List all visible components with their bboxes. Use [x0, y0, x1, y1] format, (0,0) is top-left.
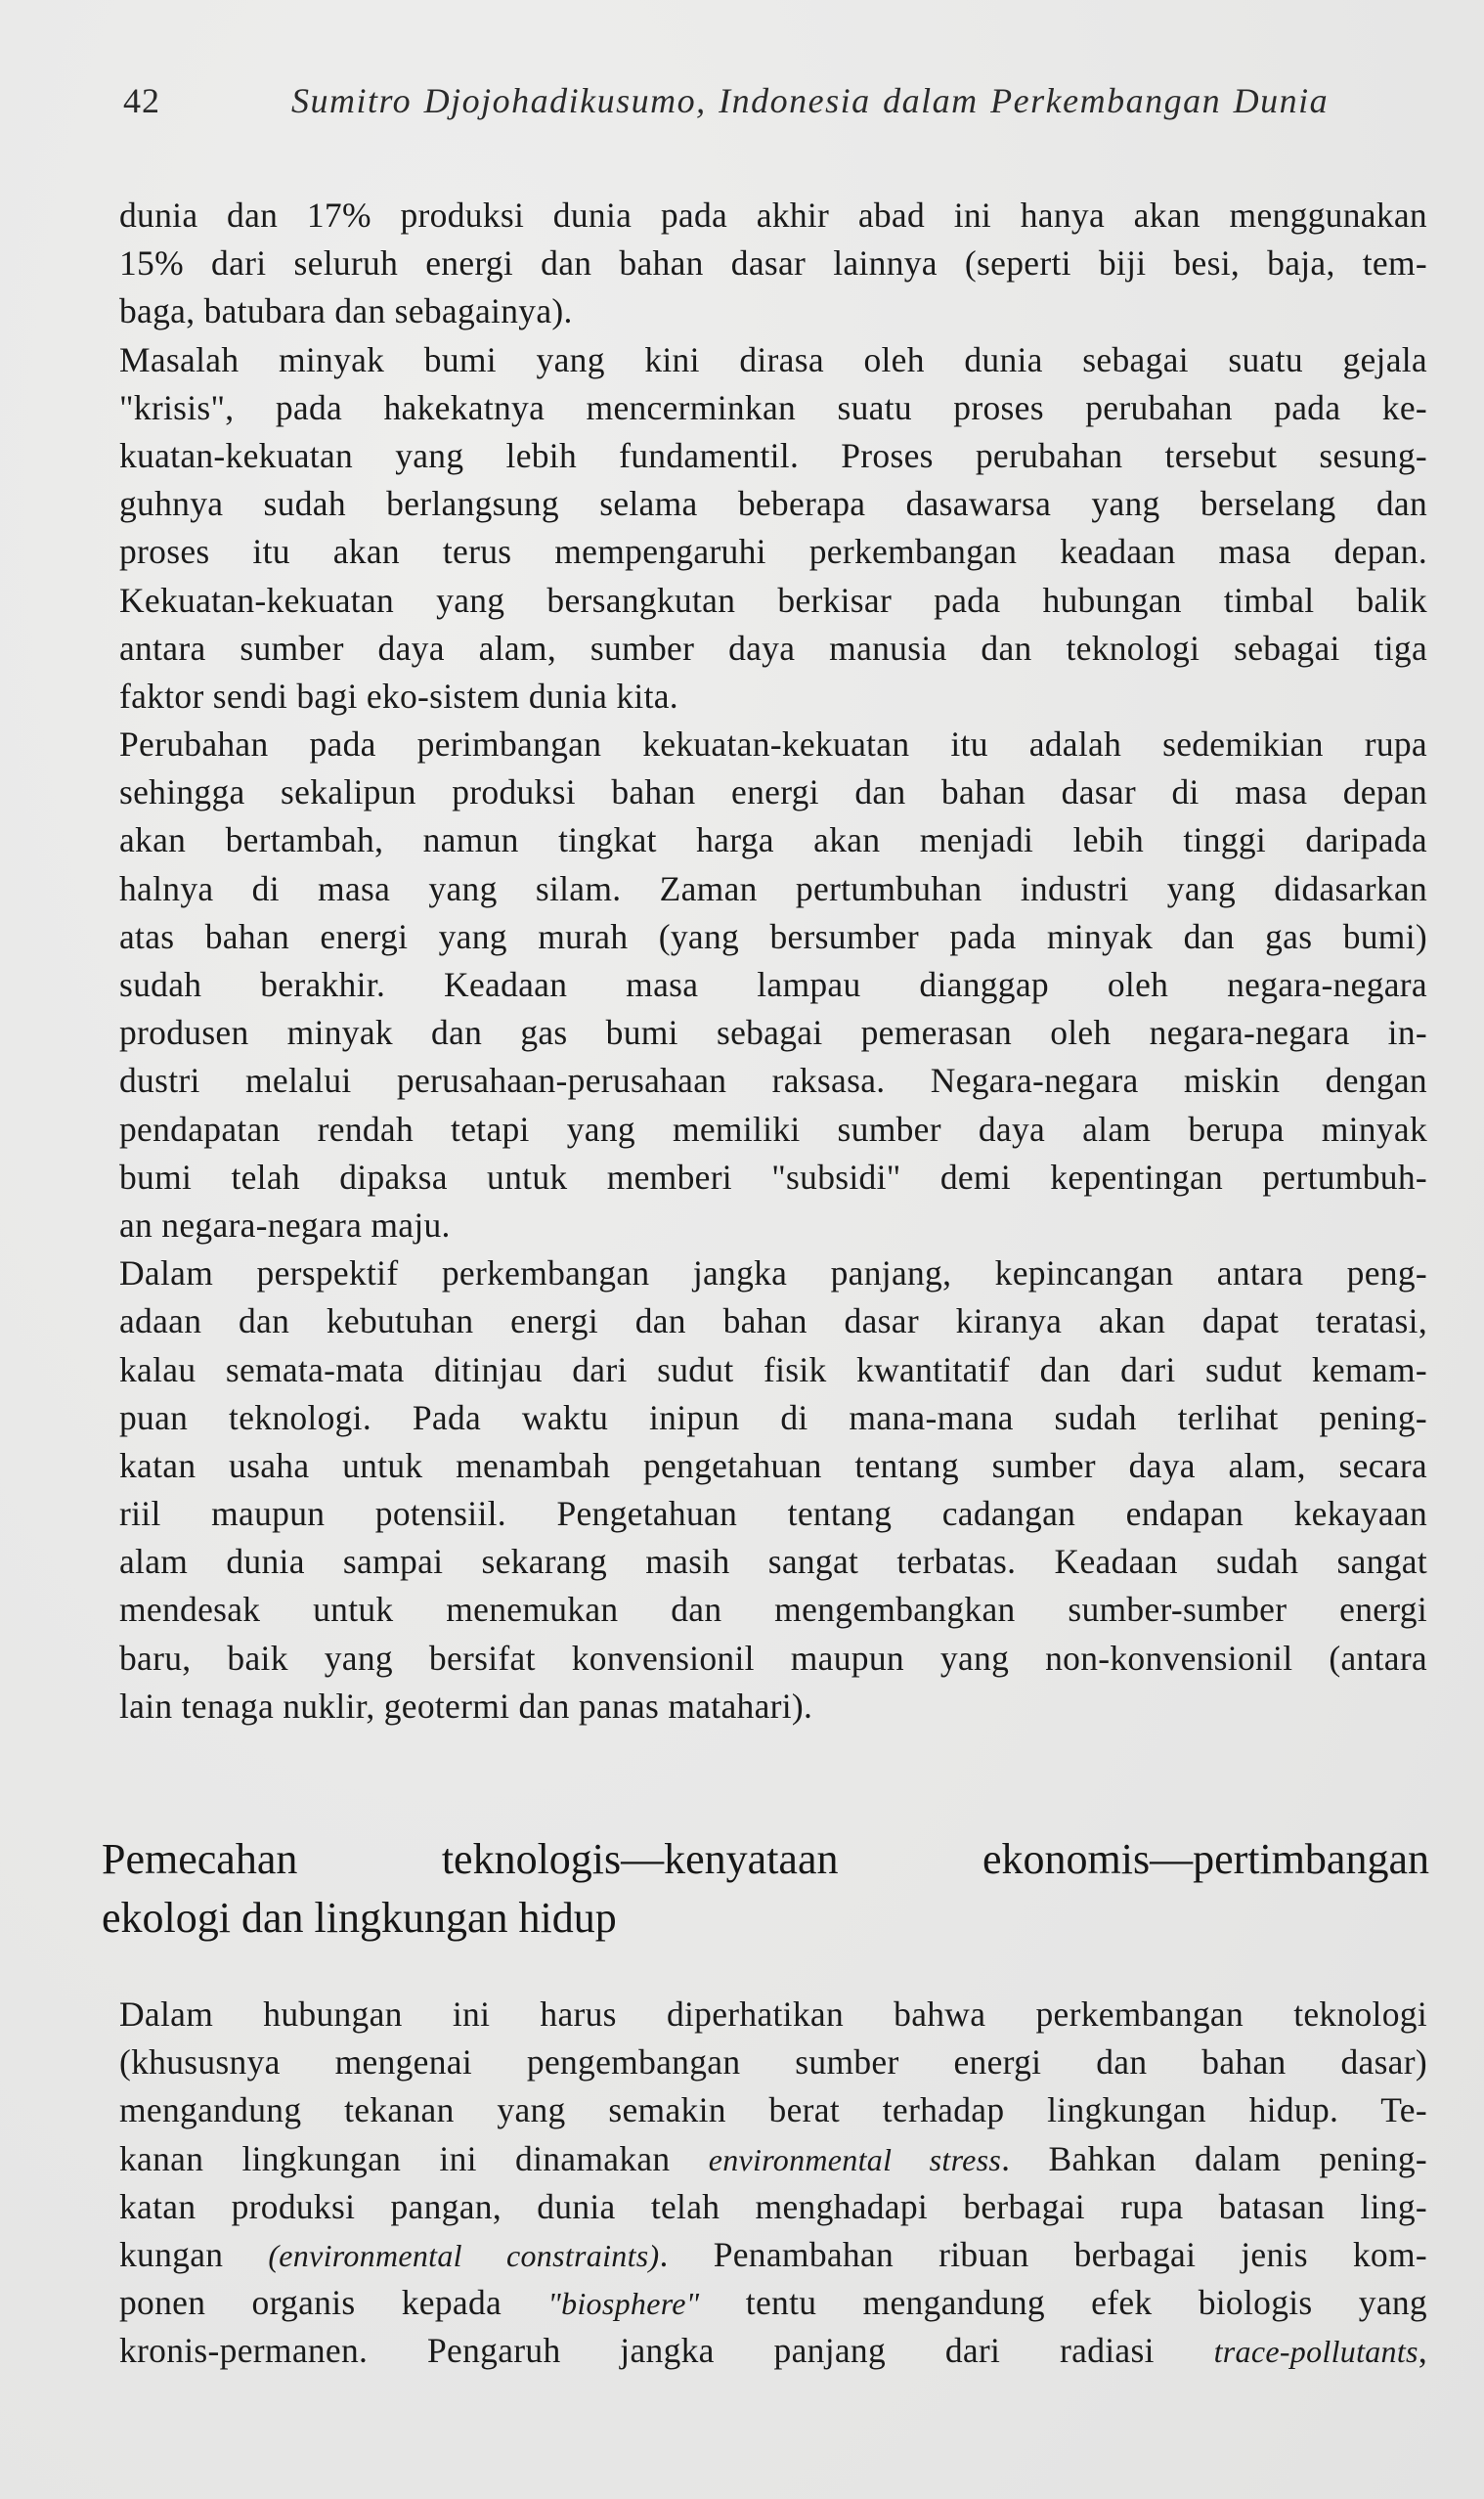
section-heading-line-2: ekologi dan lingkungan hidup: [102, 1894, 617, 1942]
text-line: 15% dari seluruh energi dan bahan dasar lainnya (seperti biji besi, baja, tem-: [119, 243, 1427, 284]
text-line: Dalam hubungan ini harus diperhatikan bahwa perkembangan teknologi: [119, 1995, 1427, 2034]
text-line: Kekuatan-kekuatan yang bersangkutan berkisar pada hubungan timbal balik: [119, 580, 1427, 620]
text-run: ponen organis kepada: [119, 2283, 502, 2323]
text-line: katan usaha untuk menambah pengetahuan tentang sumber daya alam, secara: [119, 1445, 1427, 1485]
text-line: [119, 2231, 1427, 2279]
text-line: riil maupun potensiil. Pengetahuan tentang cadangan endapan kekayaan: [119, 1494, 1427, 1534]
text-line: baga, batubara dan sebagainya).: [119, 291, 573, 331]
text-line: pendapatan rendah tetapi yang memiliki sumber daya alam berupa minyak: [119, 1109, 1427, 1149]
text-line: Masalah minyak bumi yang kini dirasa oleh dunia sebagai suatu gejala: [119, 339, 1427, 379]
section-heading: [102, 1830, 1429, 1948]
running-title: Sumitro Djojohadikusumo, Indonesia dalam Perkembangan Dunia: [291, 81, 1330, 120]
text-line: (khususnya mengenai pengembangan sumber energi dan bahan dasar): [119, 2042, 1427, 2082]
text-line: dunia dan 17% produksi dunia pada akhir abad ini hanya akan menggunakan: [119, 196, 1427, 235]
body-text-section-2: [119, 1991, 1427, 2376]
text-line: kuatan-kekuatan yang lebih fundamentil. Proses perubahan tersebut sesung-: [119, 435, 1427, 475]
text-line: [119, 2327, 1427, 2375]
text-run: ,: [1418, 2331, 1427, 2371]
text-line: mendesak untuk menemukan dan mengembangkan sumber-sumber energi: [119, 1590, 1427, 1630]
text-line: halnya di masa yang silam. Zaman pertumbuhan industri yang didasarkan: [119, 868, 1427, 908]
italic-term: environmental stress: [708, 2141, 1002, 2177]
paragraph-group: [119, 192, 1427, 1731]
text-run: . Penambahan ribuan berbagai jenis kom-: [659, 2234, 1427, 2274]
text-line: katan produksi pangan, dunia telah menghadapi berbagai rupa batasan ling-: [119, 2186, 1427, 2226]
text-line: bumi telah dipaksa untuk memberi "subsidi" demi kepentingan pertumbuh-: [119, 1157, 1427, 1197]
text-line: puan teknologi. Pada waktu inipun di mana-mana sudah terlihat pening-: [119, 1397, 1427, 1437]
text-line: proses itu akan terus mempengaruhi perkembangan keadaan masa depan.: [119, 532, 1427, 572]
text-line: guhnya sudah berlangsung selama beberapa dasawarsa yang berselang dan: [119, 484, 1427, 524]
text-line: mengandung tekanan yang semakin berat terhadap lingkungan hidup. Te-: [119, 2090, 1427, 2130]
section-heading-line-1: Pemecahan teknologis—kenyataan ekonomis—pertimbangan: [102, 1835, 1429, 1883]
text-run: . Bahkan dalam pening-: [1001, 2138, 1427, 2178]
text-line: lain tenaga nuklir, geotermi dan panas matahari).: [119, 1686, 813, 1726]
text-line: "krisis", pada hakekatnya mencerminkan suatu proses perubahan pada ke-: [119, 387, 1427, 427]
italic-term: (environmental constraints): [268, 2237, 660, 2273]
text-line: atas bahan energi yang murah (yang bersumber pada minyak dan gas bumi): [119, 916, 1427, 956]
text-line: baru, baik yang bersifat konvensionil maupun yang non-konvensionil (antara: [119, 1638, 1427, 1678]
text-line: [119, 2135, 1427, 2183]
italic-term: trace-pollutants: [1213, 2334, 1419, 2370]
text-line: alam dunia sampai sekarang masih sangat terbatas. Keadaan sudah sangat: [119, 1542, 1427, 1582]
text-line: produsen minyak dan gas bumi sebagai pemerasan oleh negara-negara in-: [119, 1013, 1427, 1053]
text-line: [119, 2279, 1427, 2327]
text-line: dustri melalui perusahaan-perusahaan raksasa. Negara-negara miskin dengan: [119, 1061, 1427, 1101]
italic-term: "biosphere": [547, 2286, 700, 2322]
text-run: kungan: [119, 2234, 224, 2274]
text-line: kalau semata-mata ditinjau dari sudut fisik kwantitatif dan dari sudut kemam-: [119, 1349, 1427, 1389]
text-line: Dalam perspektif perkembangan jangka panjang, kepincangan antara peng-: [119, 1253, 1427, 1293]
body-text-section-1: [119, 192, 1427, 1731]
text-line: sehingga sekalipun produksi bahan energi dan bahan dasar di masa depan: [119, 772, 1427, 812]
text-line: akan bertambah, namun tingkat harga akan menjadi lebih tinggi daripada: [119, 820, 1427, 860]
text-line: antara sumber daya alam, sumber daya manusia dan teknologi sebagai tiga: [119, 628, 1427, 668]
text-line: sudah berakhir. Keadaan masa lampau dianggap oleh negara-negara: [119, 965, 1427, 1004]
text-line: faktor sendi bagi eko-sistem dunia kita.: [119, 676, 678, 716]
paragraph: [119, 1991, 1427, 2376]
text-line: adaan dan kebutuhan energi dan bahan dasar kiranya akan dapat teratasi,: [119, 1301, 1427, 1341]
running-head: [119, 80, 1427, 129]
text-line: Perubahan pada perimbangan kekuatan-kekuatan itu adalah sedemikian rupa: [119, 724, 1427, 765]
text-run: kanan lingkungan ini dinamakan: [119, 2138, 671, 2178]
page-number: 42: [123, 81, 160, 120]
text-line: an negara-negara maju.: [119, 1205, 451, 1245]
text-run: kronis-permanen. Pengaruh jangka panjang dari radiasi: [119, 2331, 1155, 2371]
text-run: tentu mengandung efek biologis yang: [745, 2283, 1427, 2323]
